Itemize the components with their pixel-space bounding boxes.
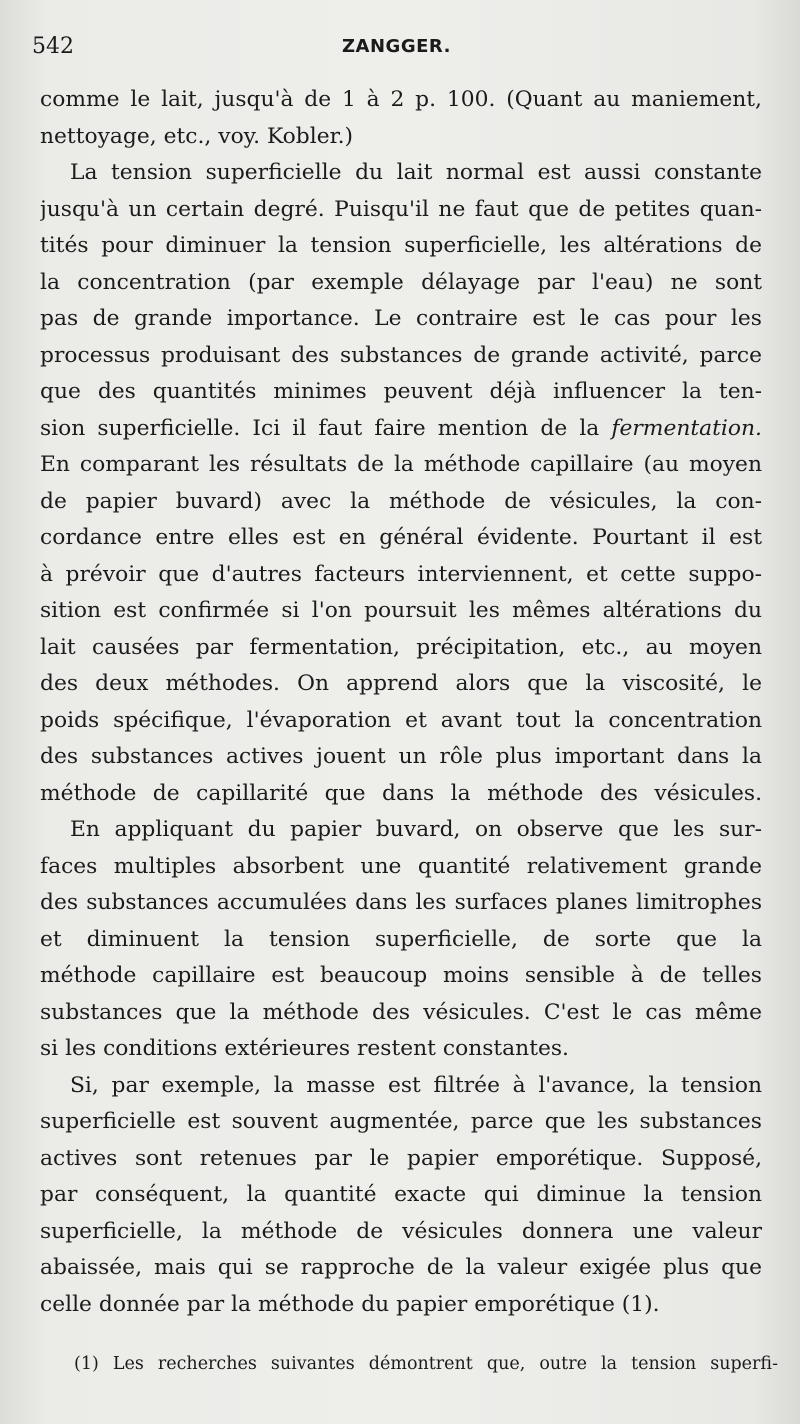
text-line: des substances actives jouent un rôle plus important dans la [40, 744, 762, 769]
page-number: 542 [32, 34, 74, 59]
running-head: ZANGGER. [342, 36, 451, 57]
text-line: cordance entre elles est en général évidente. Pourtant il est [40, 525, 762, 550]
text-line: des substances accumulées dans les surfaces planes limitrophes [40, 890, 762, 915]
text-line: processus produisant des substances de grande activité, parce [40, 342, 762, 368]
text-line: méthode de capillarité que dans la méthode des vésicules. [40, 780, 762, 806]
text-line: faces multiples absorbent une quantité relativement grande [40, 853, 762, 879]
text-line: poids spécifique, l'évaporation et avant tout la concentration [40, 707, 762, 733]
text-line: superficielle, la méthode de vésicules donnera une valeur [40, 1218, 762, 1244]
text-line: sition est confirmée si l'on poursuit les mêmes altérations du [40, 598, 762, 623]
text-line: si les conditions extérieures restent constantes. [40, 1036, 569, 1061]
footnote: (1) Les recherches suivantes démontrent que, outre la tension superfi- [74, 1354, 778, 1374]
text-line: superficielle est souvent augmentée, parce que les substances [40, 1109, 762, 1134]
text-line: actives sont retenues par le papier emporétique. Supposé, [40, 1145, 762, 1171]
text-line: En appliquant du papier buvard, on observe que les sur- [70, 817, 762, 842]
text-line: lait causées par fermentation, précipitation, etc., au moyen [40, 634, 762, 660]
text-line: à prévoir que d'autres facteurs interviennent, et cette suppo- [40, 561, 762, 587]
text-line: abaissée, mais qui se rapproche de la valeur exigée plus que [40, 1255, 762, 1280]
text-line: La tension superficielle du lait normal est aussi constante [70, 160, 762, 185]
text-line: celle donnée par la méthode du papier emporétique (1). [40, 1291, 660, 1317]
text-line: jusqu'à un certain degré. Puisqu'il ne faut que de petites quan- [40, 196, 762, 222]
text-line-with-italic [40, 411, 762, 448]
text-line: que des quantités minimes peuvent déjà influencer la ten- [40, 379, 762, 404]
text-fragment: sion superficielle. Ici il faut faire mention de la [40, 415, 600, 441]
text-line: des deux méthodes. On apprend alors que la viscosité, le [40, 671, 762, 696]
text-line: En comparant les résultats de la méthode capillaire (au moyen [40, 452, 762, 477]
text-line: de papier buvard) avec la méthode de vésicules, la con- [40, 488, 762, 514]
body-text [40, 82, 762, 1323]
text-line: substances que la méthode des vésicules. C'est le cas même [40, 999, 762, 1025]
text-line: Si, par exemple, la masse est filtrée à l'avance, la tension [70, 1072, 762, 1098]
text-line: pas de grande importance. Le contraire est le cas pour les [40, 306, 762, 331]
text-line: nettoyage, etc., voy. Kobler.) [40, 123, 354, 149]
page-header [32, 34, 772, 64]
text-line: et diminuent la tension superficielle, de sorte que la [40, 926, 762, 952]
text-line: la concentration (par exemple délayage par l'eau) ne sont [40, 269, 762, 295]
text-line: comme le lait, jusqu'à de 1 à 2 p. 100. (Quant au maniement, [40, 87, 762, 112]
italic-term: fermentation. [611, 415, 762, 441]
text-line: méthode capillaire est beaucoup moins sensible à de telles [40, 963, 762, 988]
text-line: par conséquent, la quantité exacte qui diminue la tension [40, 1182, 762, 1207]
text-line: tités pour diminuer la tension superficielle, les altérations de [40, 233, 762, 258]
